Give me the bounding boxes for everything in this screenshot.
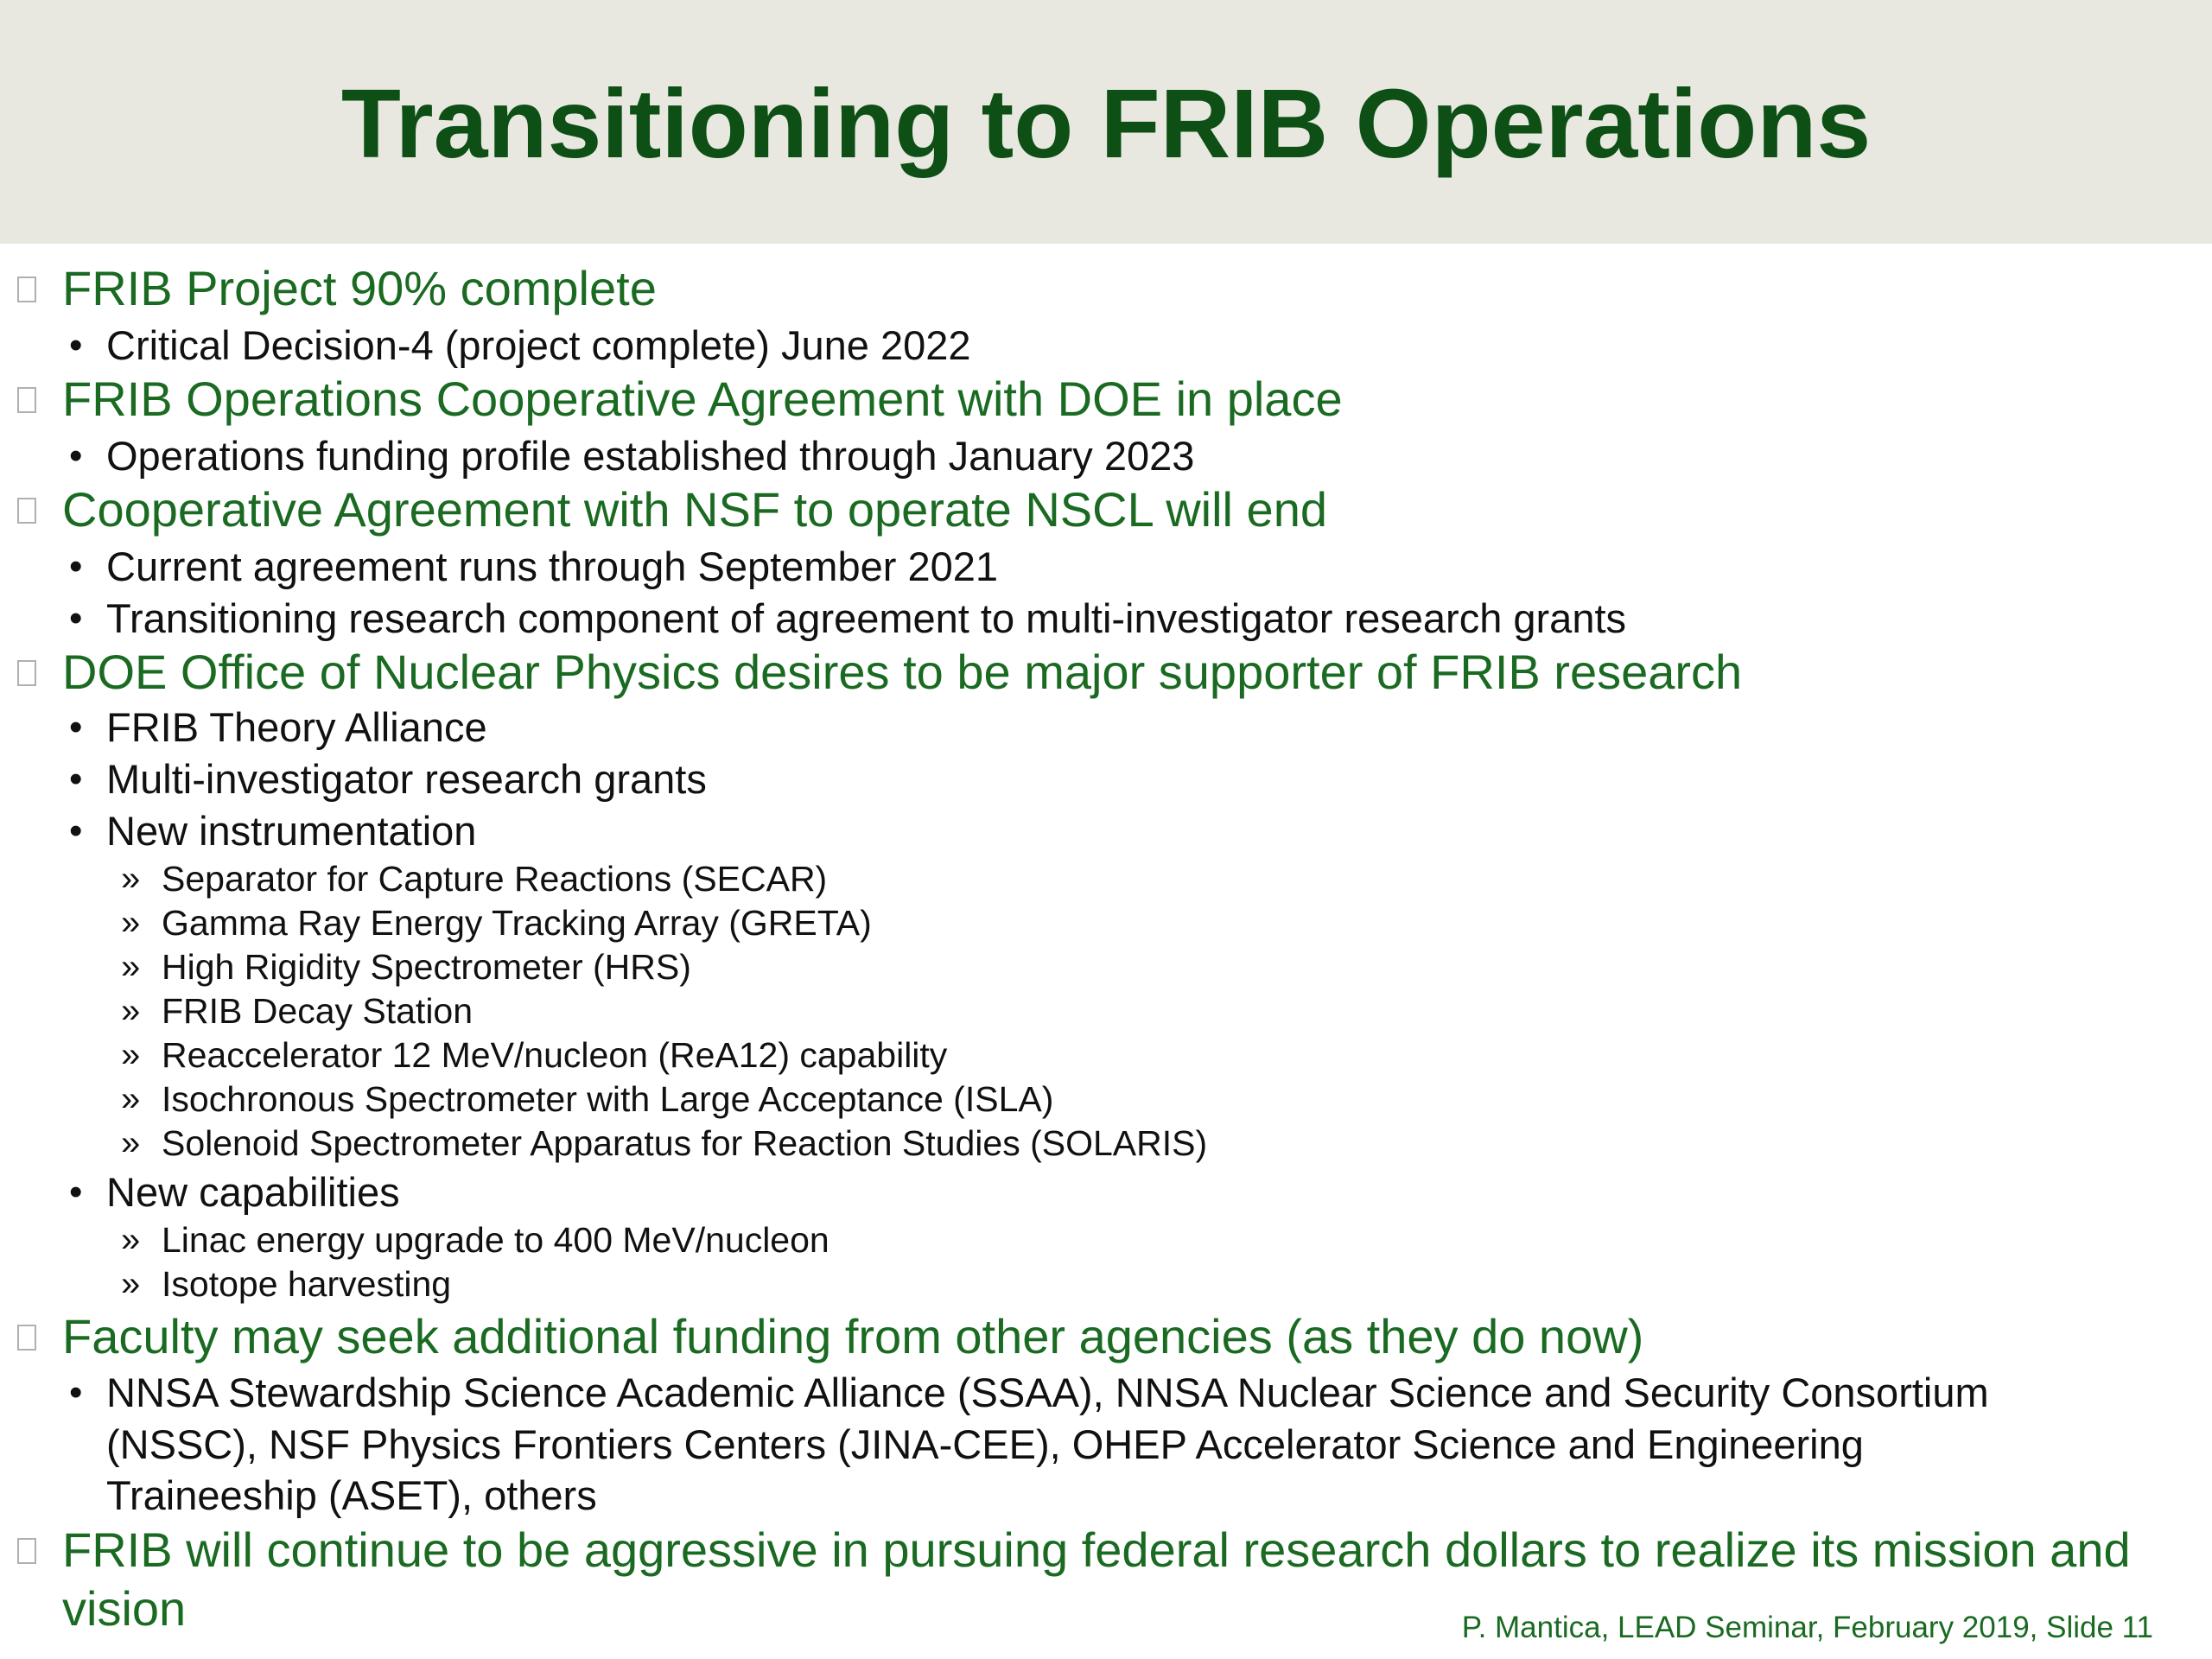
bullet-text: New instrumentation	[106, 808, 477, 854]
bullet-text: Reaccelerator 12 MeV/nucleon (ReA12) capability	[162, 1035, 948, 1075]
bullet-text: NNSA Stewardship Science Academic Alliance (SSAA), NNSA Nuclear Science and Security Consortium	[106, 1370, 1989, 1415]
chevron-bullet-icon: »	[121, 948, 141, 986]
title-bar	[0, 0, 2212, 244]
bullet-dot-icon: •	[69, 324, 83, 366]
bullet-text: Operations funding profile established through January 2023	[106, 433, 1195, 479]
bullet-text: Critical Decision-4 (project complete) June 2022	[106, 322, 971, 368]
square-bullet-icon	[17, 498, 36, 524]
chevron-bullet-icon: »	[121, 904, 141, 942]
bullet-text: Isotope harvesting	[162, 1264, 452, 1304]
bullet-dot-icon: •	[69, 810, 83, 852]
bullet-dot-icon: •	[69, 1171, 83, 1213]
chevron-bullet-icon: »	[121, 1221, 141, 1259]
chevron-bullet-icon: »	[121, 1080, 141, 1118]
bullet-text: FRIB will continue to be aggressive in pursuing federal research dollars to realize its mission and	[62, 1522, 2131, 1577]
bullet-text: Current agreement runs through September 2021	[106, 543, 999, 589]
chevron-bullet-icon: »	[121, 992, 141, 1030]
bullet-text: FRIB Theory Alliance	[106, 704, 487, 750]
square-bullet-icon	[17, 660, 36, 686]
bullet-text: Linac energy upgrade to 400 MeV/nucleon	[162, 1220, 830, 1260]
bullet-text: FRIB Operations Cooperative Agreement with DOE in place	[62, 372, 1343, 426]
slide-footer: P. Mantica, LEAD Seminar, February 2019, Slide 11	[1461, 1611, 2153, 1644]
bullet-text: Solenoid Spectrometer Apparatus for Reaction Studies (SOLARIS)	[162, 1123, 1208, 1163]
bullet-dot-icon: •	[69, 1371, 83, 1414]
square-bullet-icon	[17, 1538, 36, 1564]
bullet-dot-icon: •	[69, 758, 83, 800]
slide-title: Transitioning to FRIB Operations	[340, 69, 1872, 178]
bullet-text: Faculty may seek additional funding from other agencies (as they do now)	[62, 1309, 1644, 1363]
bullet-text: vision	[62, 1581, 187, 1636]
bullet-text: Separator for Capture Reactions (SECAR)	[162, 859, 828, 899]
bullet-dot-icon: •	[69, 597, 83, 639]
bullet-text: Gamma Ray Energy Tracking Array (GRETA)	[162, 903, 872, 943]
bullet-dot-icon: •	[69, 435, 83, 477]
bullet-text: FRIB Decay Station	[162, 991, 474, 1031]
bullet-text: Cooperative Agreement with NSF to operate NSCL will end	[62, 482, 1327, 537]
bullet-text: High Rigidity Spectrometer (HRS)	[162, 947, 691, 987]
chevron-bullet-icon: »	[121, 1265, 141, 1303]
square-bullet-icon	[17, 276, 36, 302]
bullet-text: DOE Office of Nuclear Physics desires to be major supporter of FRIB research	[62, 645, 1743, 699]
bullet-dot-icon: •	[69, 545, 83, 588]
bullet-text: Isochronous Spectrometer with Large Acceptance (ISLA)	[162, 1079, 1054, 1119]
bullet-text: Transitioning research component of agreement to multi-investigator research grants	[106, 595, 1627, 641]
bullet-text: FRIB Project 90% complete	[62, 261, 657, 315]
chevron-bullet-icon: »	[121, 1036, 141, 1074]
square-bullet-icon	[17, 1325, 36, 1351]
square-bullet-icon	[17, 387, 36, 413]
bullet-text: New capabilities	[106, 1169, 400, 1215]
bullet-text: (NSSC), NSF Physics Frontiers Centers (JINA-CEE), OHEP Accelerator Science and Engineering	[106, 1421, 1864, 1467]
chevron-bullet-icon: »	[121, 860, 141, 898]
bullet-dot-icon: •	[69, 706, 83, 748]
chevron-bullet-icon: »	[121, 1124, 141, 1162]
bullet-text: Traineeship (ASET), others	[106, 1472, 597, 1518]
bullet-text: Multi-investigator research grants	[106, 756, 707, 802]
